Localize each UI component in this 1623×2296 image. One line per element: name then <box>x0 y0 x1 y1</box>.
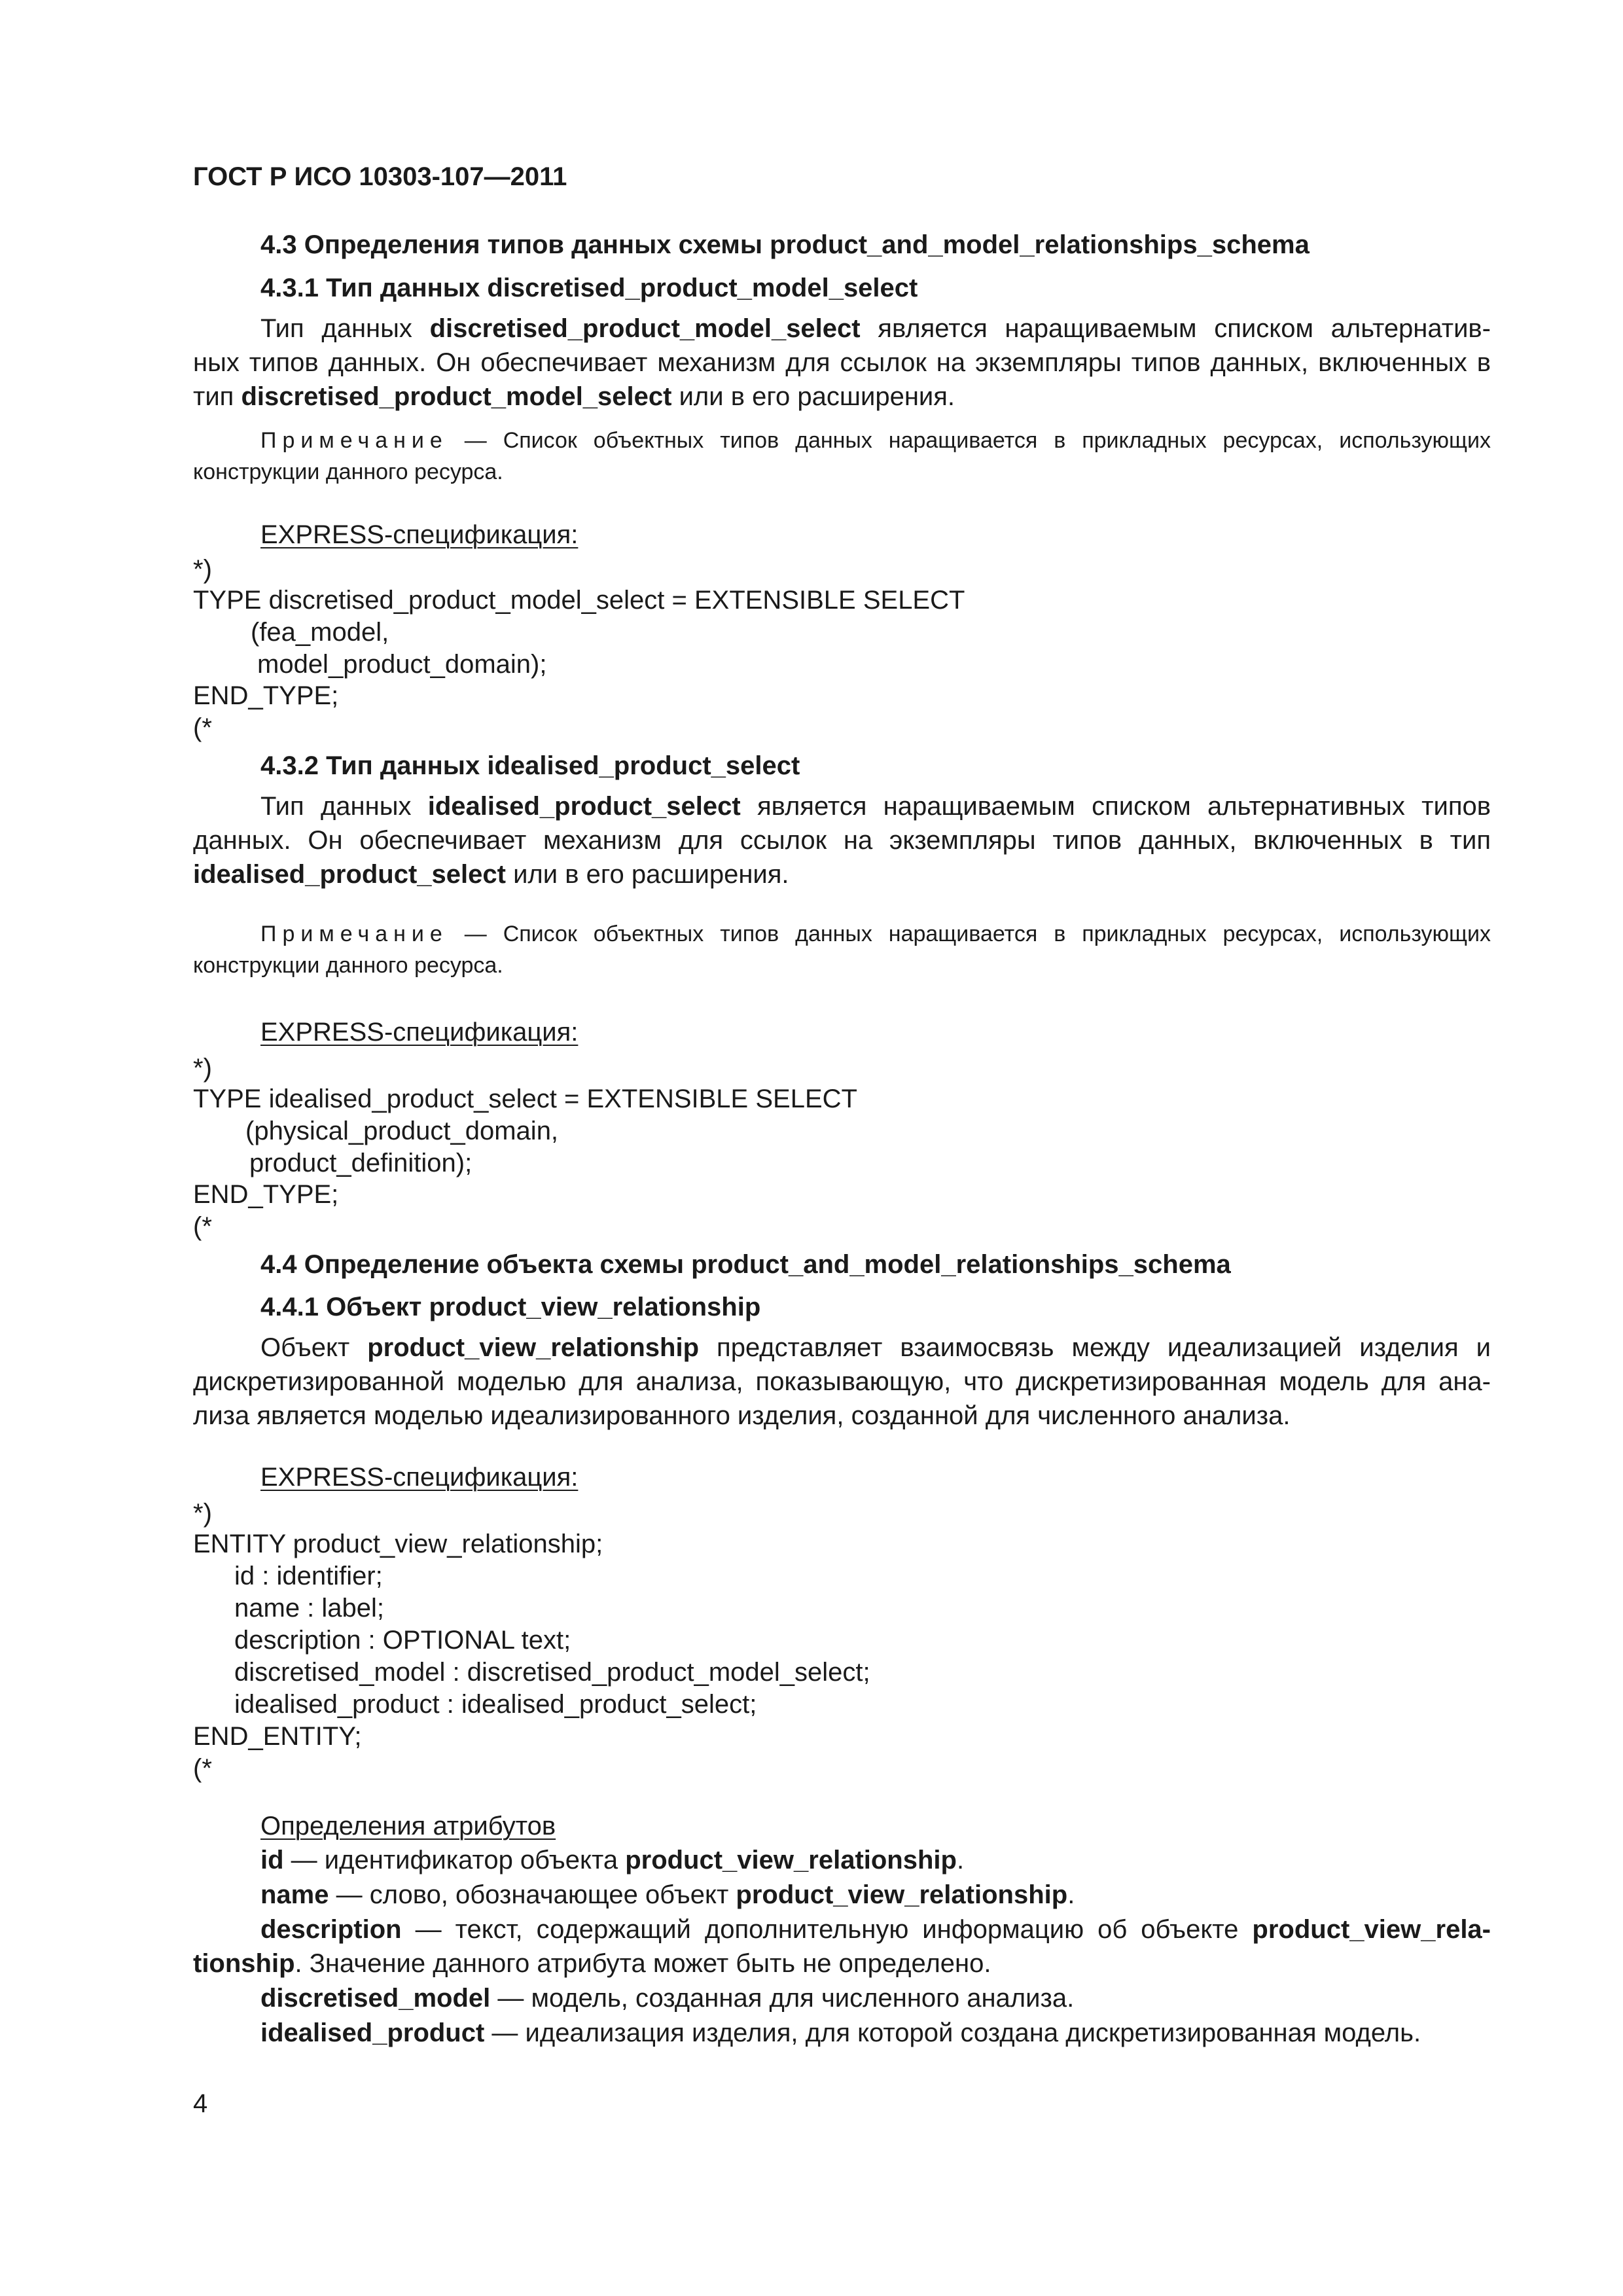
note-line: Примечание — Список объектных типов данных наращивается в прикладных ресурсах, использующих <box>260 922 1491 946</box>
code-line: TYPE idealised_product_select = EXTENSIBLE SELECT <box>193 1085 857 1113</box>
code-line: *) <box>193 1054 212 1083</box>
code-line: (physical_product_domain, <box>245 1117 559 1145</box>
paragraph-line: Тип данных idealised_product_select является наращиваемым списком альтернативных типов <box>260 792 1491 821</box>
code-line: END_TYPE; <box>193 681 339 710</box>
code-line: model_product_domain); <box>257 650 547 679</box>
code-line: (fea_model, <box>251 618 389 647</box>
note-line: конструкции данного ресурса. <box>193 459 503 484</box>
section-4-4-1-heading: 4.4.1 Объект product_view_relationship <box>260 1293 761 1321</box>
paragraph-line: ных типов данных. Он обеспечивает механизм для ссылок на экземпляры типов данных, включенных в <box>193 348 1491 377</box>
attribute-definitions-heading: Определения атрибутов <box>260 1812 556 1840</box>
code-line: id : identifier; <box>234 1562 383 1590</box>
code-line: END_ENTITY; <box>193 1722 362 1751</box>
attribute-definition-id: id — идентификатор объекта product_view_relationship. <box>260 1846 965 1874</box>
section-4-4-heading: 4.4 Определение объекта схемы product_and_model_relationships_schema <box>260 1250 1231 1279</box>
code-line: (* <box>193 713 212 742</box>
attribute-definition-discretised-model: discretised_model — модель, созданная для численного анализа. <box>260 1984 1075 2013</box>
paragraph-line: лиза является моделью идеализированного изделия, созданной для численного анализа. <box>193 1401 1291 1430</box>
page-number: 4 <box>193 2089 208 2118</box>
attribute-definition-name: name — слово, обозначающее объект product_view_relationship. <box>260 1880 1075 1909</box>
code-line: *) <box>193 555 212 584</box>
attribute-definition-idealised-product: idealised_product — идеализация изделия, для которой создана дискретизированная модель. <box>260 2018 1421 2047</box>
note-line: конструкции данного ресурса. <box>193 953 503 978</box>
express-spec-label: EXPRESS-спецификация: <box>260 520 579 549</box>
section-4-3-1-heading: 4.3.1 Тип данных discretised_product_model_select <box>260 274 918 302</box>
attribute-definition-description-cont: tionship. Значение данного атрибута может быть не определено. <box>193 1949 991 1978</box>
code-line: *) <box>193 1499 212 1528</box>
note-line: Примечание — Список объектных типов данных наращивается в прикладных ресурсах, использующих <box>260 428 1491 453</box>
code-line: discretised_model : discretised_product_model_select; <box>234 1658 870 1687</box>
express-spec-label: EXPRESS-спецификация: <box>260 1463 579 1492</box>
document-header: ГОСТ Р ИСО 10303-107—2011 <box>193 162 567 191</box>
code-line: (* <box>193 1212 212 1241</box>
paragraph-line: Тип данных discretised_product_model_select является наращиваемым списком альтернатив- <box>260 314 1491 343</box>
code-line: idealised_product : idealised_product_select; <box>234 1690 757 1719</box>
section-4-3-2-heading: 4.3.2 Тип данных idealised_product_select <box>260 751 800 780</box>
code-line: TYPE discretised_product_model_select = EXTENSIBLE SELECT <box>193 586 965 615</box>
paragraph-line: тип discretised_product_model_select или в его расширения. <box>193 382 955 411</box>
code-line: (* <box>193 1754 212 1783</box>
paragraph-line: дискретизированной моделью для анализа, показывающую, что дискретизированная модель для ана- <box>193 1367 1491 1396</box>
code-line: description : OPTIONAL text; <box>234 1626 571 1655</box>
paragraph-line: Объект product_view_relationship представляет взаимосвязь между идеализацией изделия и <box>260 1333 1491 1362</box>
code-line: product_definition); <box>249 1149 473 1177</box>
code-line: name : label; <box>234 1594 385 1623</box>
code-line: END_TYPE; <box>193 1180 339 1209</box>
express-spec-label: EXPRESS-спецификация: <box>260 1018 579 1047</box>
section-4-3-heading: 4.3 Определения типов данных схемы product_and_model_relationships_schema <box>260 230 1310 259</box>
paragraph-line: данных. Он обеспечивает механизм для ссылок на экземпляры типов данных, включенных в тип <box>193 826 1491 855</box>
paragraph-line: idealised_product_select или в его расширения. <box>193 860 789 889</box>
attribute-definition-description: description — текст, содержащий дополнительную информацию об объекте product_view_rela- <box>260 1915 1491 1944</box>
code-line: ENTITY product_view_relationship; <box>193 1530 603 1558</box>
